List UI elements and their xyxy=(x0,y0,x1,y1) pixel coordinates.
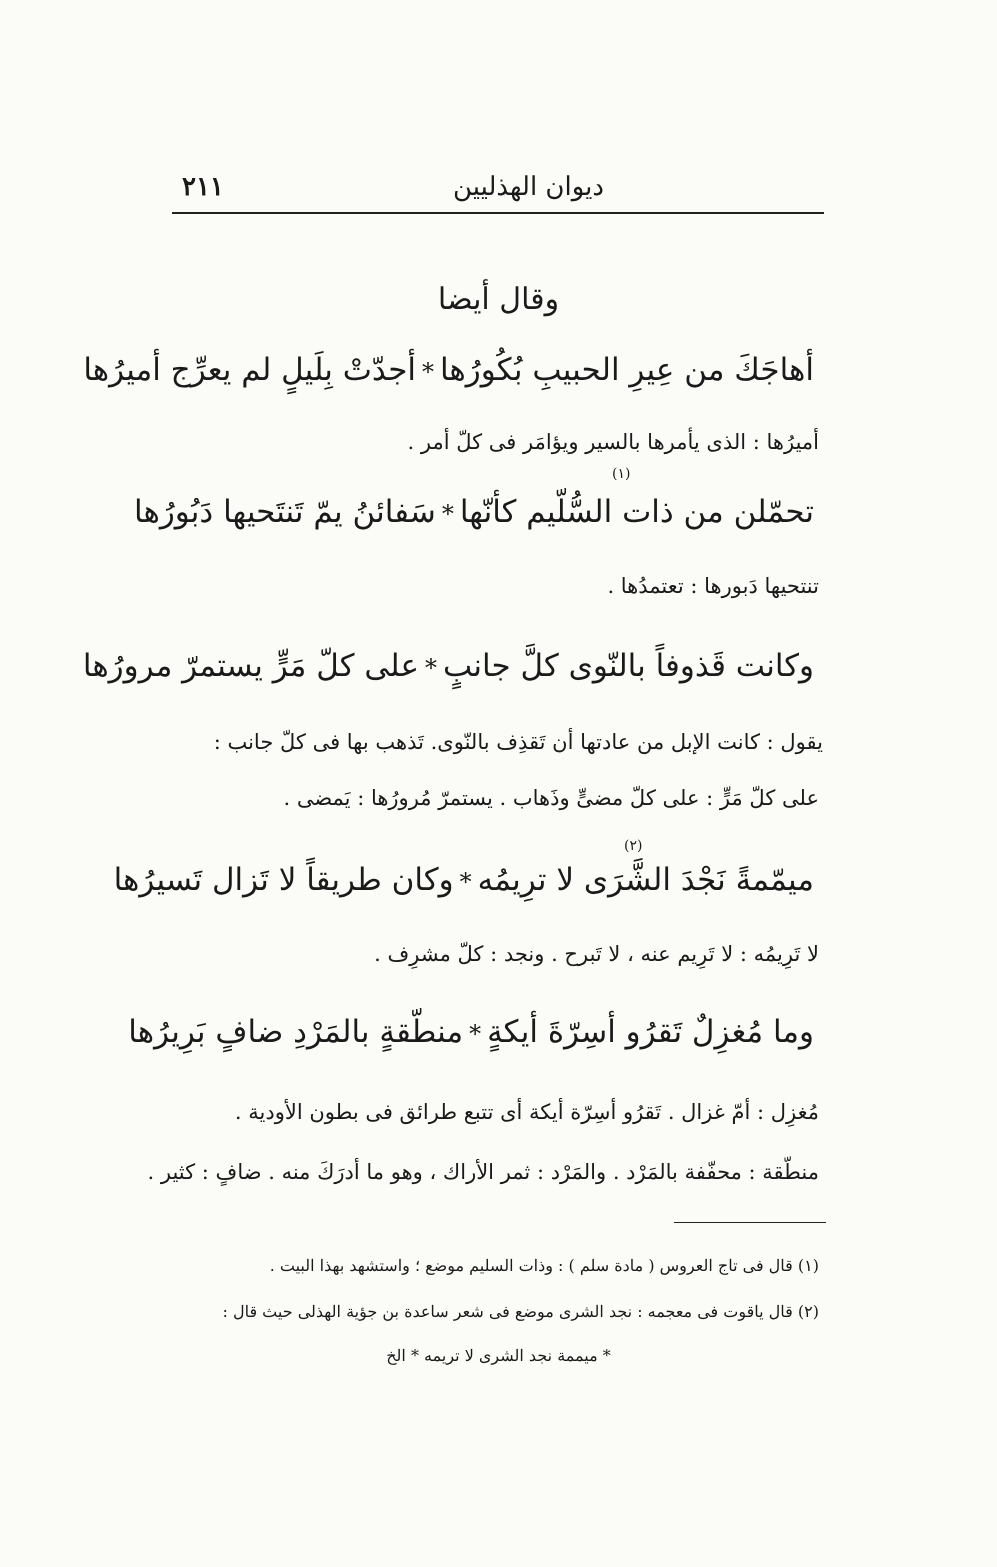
verse-5-second-hemistich: منطّقةٍ بالمَرْدِ ضافٍ بَرِيرُها xyxy=(128,1014,464,1050)
verse-4-second-hemistich: وكان طريقاً لا تَزال تَسيرُها xyxy=(113,862,454,898)
verse-1 xyxy=(83,352,814,388)
gloss-1: أميرُها : الذى يأمرها بالسير ويؤامَر فى كلّ أمر . xyxy=(407,430,819,454)
verse-4 xyxy=(113,862,814,898)
verse-2 xyxy=(134,494,814,530)
verse-2-second-hemistich: سَفائنُ يمّ تَنتَحيها دَبُورُها xyxy=(134,494,436,530)
verse-separator: * xyxy=(421,358,434,386)
gloss-7: منطّقة : محفّفة بالمَرْد . والمَرْد : ثمر الأراك ، وهو ما أدرَكَ منه . ضافٍ : كثير . xyxy=(147,1160,819,1184)
gloss-2: تنتحيها دَبورها : تعتمدُها . xyxy=(607,574,819,598)
verse-3 xyxy=(82,648,814,684)
verse-4-first-hemistich: ميمّمةً نَجْدَ الشَّرَى لا ترِيمُه xyxy=(477,862,814,898)
page-number: ٢١١ xyxy=(182,172,224,202)
gloss-4: على كلّ مَرٍّ : على كلّ مضىٍّ وذَهاب . يستمرّ مُرورُها : يَمضى . xyxy=(283,786,819,810)
footnote-marker-2: (٢) xyxy=(624,838,643,854)
verse-separator: * xyxy=(469,1020,482,1048)
verse-1-first-hemistich: أهاجَكَ من عِيرِ الحبيبِ بُكُورُها xyxy=(439,352,814,388)
footnote-verse: * ميممة نجد الشرى لا تريمه * الخ xyxy=(386,1346,611,1365)
verse-5-first-hemistich: وما مُغزِلٌ تَقرُو أسِرّةَ أيكةٍ xyxy=(487,1014,814,1050)
verse-separator: * xyxy=(441,500,454,528)
verse-separator: * xyxy=(424,654,437,682)
verse-separator: * xyxy=(459,868,472,896)
header-rule xyxy=(172,212,824,214)
footnote-marker-1: (١) xyxy=(612,466,631,482)
gloss-3: يقول : كانت الإبل من عادتها أن تَقذِف بالنّوى. تَذهب بها فى كلّ جانب : xyxy=(213,730,823,754)
verse-3-first-hemistich: وكانت قَذوفاً بالنّوى كلَّ جانبٍ xyxy=(442,648,814,684)
header-title: ديوان الهذليين xyxy=(452,172,604,202)
gloss-6: مُغزِل : أمّ غزال . تَقرُو أسِرّة أيكة أى تتبع طرائق فى بطون الأودية . xyxy=(234,1100,819,1124)
verse-2-first-hemistich: تحمّلن من ذات السُّلّيم كأنّها xyxy=(459,494,814,530)
footnote-2: (٢) قال ياقوت فى معجمه : نجد الشرى موضع فى شعر ساعدة بن جؤية الهذلى حيث قال : xyxy=(222,1302,819,1321)
gloss-5: لا تَرِيمُه : لا تَرِيم عنه ، لا تَبرح . ونجد : كلّ مشرِف . xyxy=(374,942,819,966)
verse-1-second-hemistich: أجدّتْ بِلَيلٍ لم يعرِّج أميرُها xyxy=(83,352,416,388)
verse-3-second-hemistich: على كلّ مَرٍّ يستمرّ مرورُها xyxy=(82,648,419,684)
verse-5 xyxy=(128,1014,814,1050)
running-header xyxy=(172,168,824,212)
section-title: وقال أيضا xyxy=(437,282,560,317)
footnote-rule xyxy=(674,1222,826,1223)
footnote-1: (١) قال فى تاج العروس ( مادة سلم ) : وذات السليم موضع ؛ واستشهد بهذا البيت . xyxy=(269,1256,819,1275)
